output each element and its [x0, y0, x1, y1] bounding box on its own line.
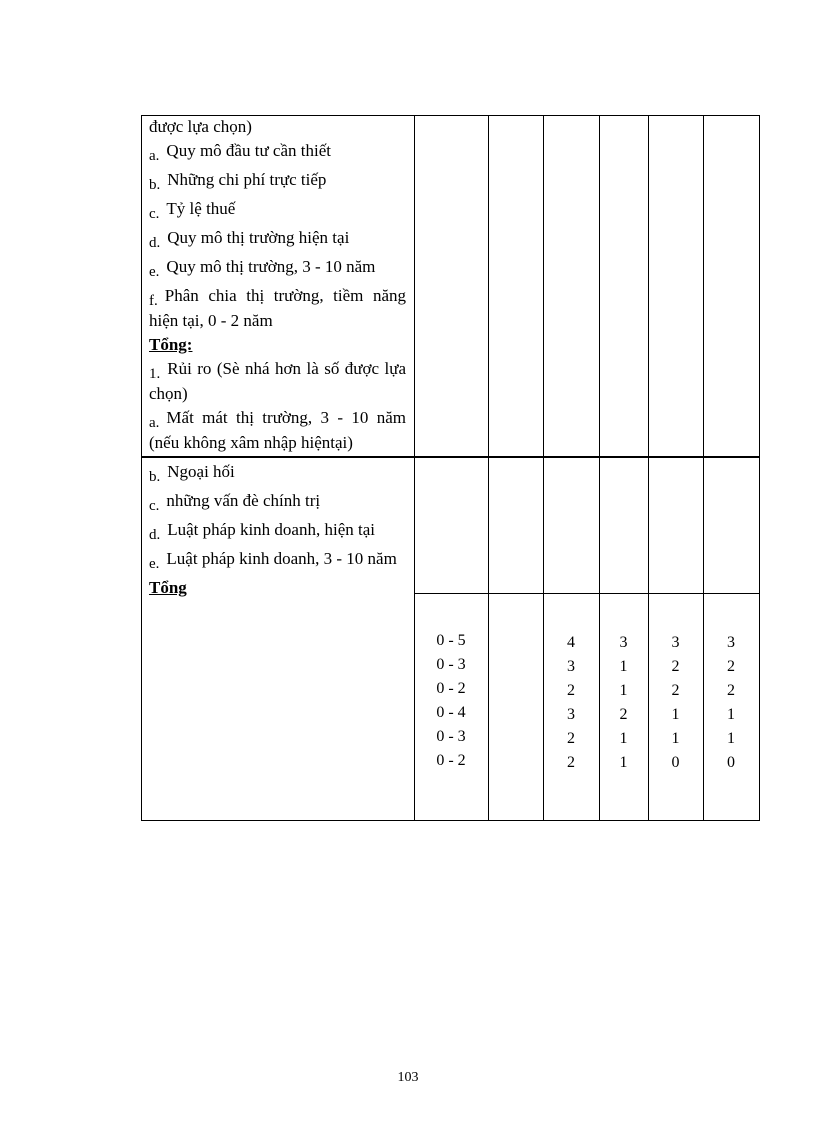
- list-item: [149, 228, 406, 253]
- item-text: Ngoại hối: [167, 462, 235, 481]
- score-value: 1: [619, 754, 628, 771]
- list-item: [149, 408, 406, 453]
- list-item: [149, 199, 406, 224]
- score-value: 1: [671, 730, 680, 747]
- item-text: Quy mô thị trường, 3 - 10 năm: [166, 257, 376, 276]
- score-value: 0: [671, 754, 680, 771]
- score-value: 3: [567, 658, 575, 675]
- column-divider: [488, 116, 489, 820]
- range-value: 0 - 3: [436, 656, 466, 673]
- item-letter: d.: [149, 235, 161, 251]
- item-letter: e.: [149, 556, 160, 572]
- item-letter: d.: [149, 527, 161, 543]
- item-letter: b.: [149, 469, 161, 485]
- list-item: [149, 491, 406, 516]
- criteria-cell-top: [149, 117, 406, 457]
- criteria-cell-bottom: [149, 462, 406, 602]
- score-column: [648, 631, 703, 775]
- score-value: 2: [671, 682, 680, 699]
- list-item: [149, 549, 406, 574]
- list-item: [149, 520, 406, 545]
- item-letter: 1.: [149, 366, 161, 382]
- item-letter: b.: [149, 177, 161, 193]
- item-letter: a.: [149, 415, 160, 431]
- item-text: Tỷ lệ thuế: [166, 199, 236, 218]
- score-value: 2: [567, 682, 575, 699]
- range-value: 0 - 3: [436, 728, 466, 745]
- score-value: 0: [727, 754, 735, 771]
- row-divider: [414, 593, 759, 594]
- list-item: [149, 359, 406, 404]
- score-column: [543, 631, 599, 775]
- score-value: 2: [567, 754, 575, 771]
- item-letter: f.: [149, 293, 158, 309]
- item-letter: c.: [149, 206, 160, 222]
- score-value: 3: [727, 634, 735, 651]
- score-value: 1: [727, 706, 735, 723]
- range-value: 0 - 2: [436, 752, 466, 769]
- total-label: Tổng:: [149, 335, 193, 354]
- score-value: 4: [567, 634, 575, 651]
- list-item: [149, 462, 406, 487]
- score-column: [599, 631, 648, 775]
- score-value: 2: [671, 658, 680, 675]
- score-value: 2: [727, 682, 735, 699]
- score-value: 3: [619, 634, 628, 651]
- item-text: Mất mát thị trường, 3 - 10 năm (nếu không xâm nhập hiệntại): [149, 408, 406, 452]
- score-value: 3: [671, 634, 680, 651]
- item-text: Những chi phí trực tiếp: [167, 170, 327, 189]
- score-value: 2: [567, 730, 575, 747]
- item-text: Rủi ro (Sè nhá hơn là số được lựa chọn): [149, 359, 406, 403]
- score-value: 1: [619, 730, 628, 747]
- score-column: [703, 631, 759, 775]
- item-text: Luật pháp kinh doanh, 3 - 10 năm: [166, 549, 397, 568]
- list-item: [149, 286, 406, 331]
- item-letter: a.: [149, 148, 160, 164]
- range-column: [414, 629, 488, 773]
- item-text: Phân chia thị trường, tiềm năng hiện tại, 0 - 2 năm: [149, 286, 406, 330]
- item-text: những vấn đè chính trị: [166, 491, 321, 510]
- page-number: 103: [397, 1070, 419, 1085]
- score-value: 1: [619, 682, 628, 699]
- score-table: [141, 115, 760, 821]
- range-value: 0 - 5: [436, 632, 466, 649]
- item-text: Quy mô đầu tư cần thiết: [166, 141, 331, 160]
- score-value: 3: [567, 706, 575, 723]
- item-text: Luật pháp kinh doanh, hiện tại: [167, 520, 375, 539]
- total-label: Tổng: [149, 578, 187, 597]
- item-letter: c.: [149, 498, 160, 514]
- score-value: 1: [619, 658, 628, 675]
- item-letter: e.: [149, 264, 160, 280]
- score-value: 1: [671, 706, 680, 723]
- list-item: [149, 257, 406, 282]
- range-value: 0 - 2: [436, 680, 466, 697]
- score-value: 2: [619, 706, 628, 723]
- range-value: 0 - 4: [436, 704, 466, 721]
- lead-text: được lựa chọn): [149, 117, 252, 136]
- score-value: 2: [727, 658, 735, 675]
- list-item: [149, 141, 406, 166]
- list-item: [149, 170, 406, 195]
- item-text: Quy mô thị trường hiện tại: [167, 228, 350, 247]
- score-value: 1: [727, 730, 735, 747]
